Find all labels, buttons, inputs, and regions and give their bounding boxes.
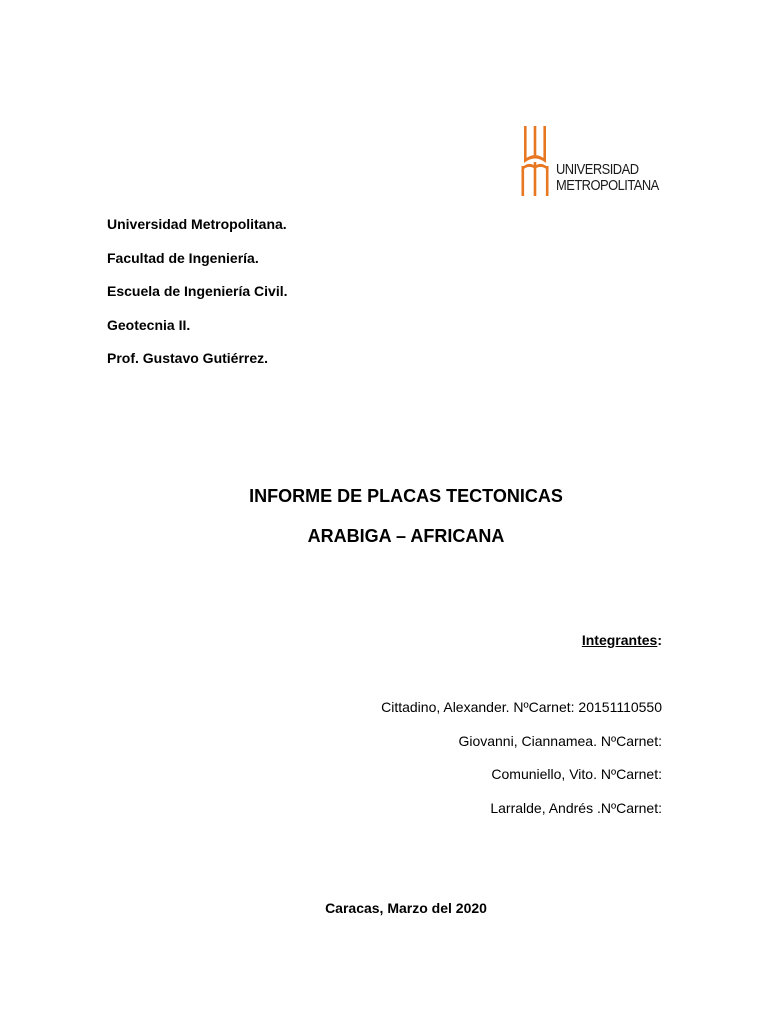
wordmark-line-1: UNIVERSIDAD: [556, 161, 639, 178]
member-item: Cittadino, Alexander. NºCarnet: 20151110550: [381, 699, 662, 715]
members-heading-colon: :: [657, 632, 662, 648]
university-emblem-icon: [520, 126, 550, 196]
place-and-date: Caracas, Marzo del 2020: [325, 900, 487, 916]
member-item: Larralde, Andrés .NºCarnet:: [490, 799, 662, 816]
members-list: [381, 699, 662, 833]
wordmark-line-2: METROPOLITANA: [556, 177, 659, 194]
university-logo: [520, 126, 665, 198]
members-heading-text: Integrantes: [581, 632, 658, 648]
faculty-name: Facultad de Ingeniería.: [107, 249, 259, 266]
university-name: Universidad Metropolitana.: [107, 216, 287, 232]
member-item: Comuniello, Vito. NºCarnet:: [491, 766, 662, 782]
course-name: Geotecnia II.: [107, 316, 191, 333]
institution-header: [107, 216, 288, 384]
members-heading: [582, 632, 662, 648]
school-name: Escuela de Ingeniería Civil.: [107, 283, 288, 299]
report-subtitle: ARABIGA – AFRICANA: [307, 526, 505, 546]
university-wordmark: [556, 162, 659, 194]
member-item: Giovanni, Ciannamea. NºCarnet:: [458, 732, 662, 749]
professor-name: Prof. Gustavo Gutiérrez.: [107, 350, 269, 366]
report-title: INFORME DE PLACAS TECTONICAS: [249, 486, 563, 506]
